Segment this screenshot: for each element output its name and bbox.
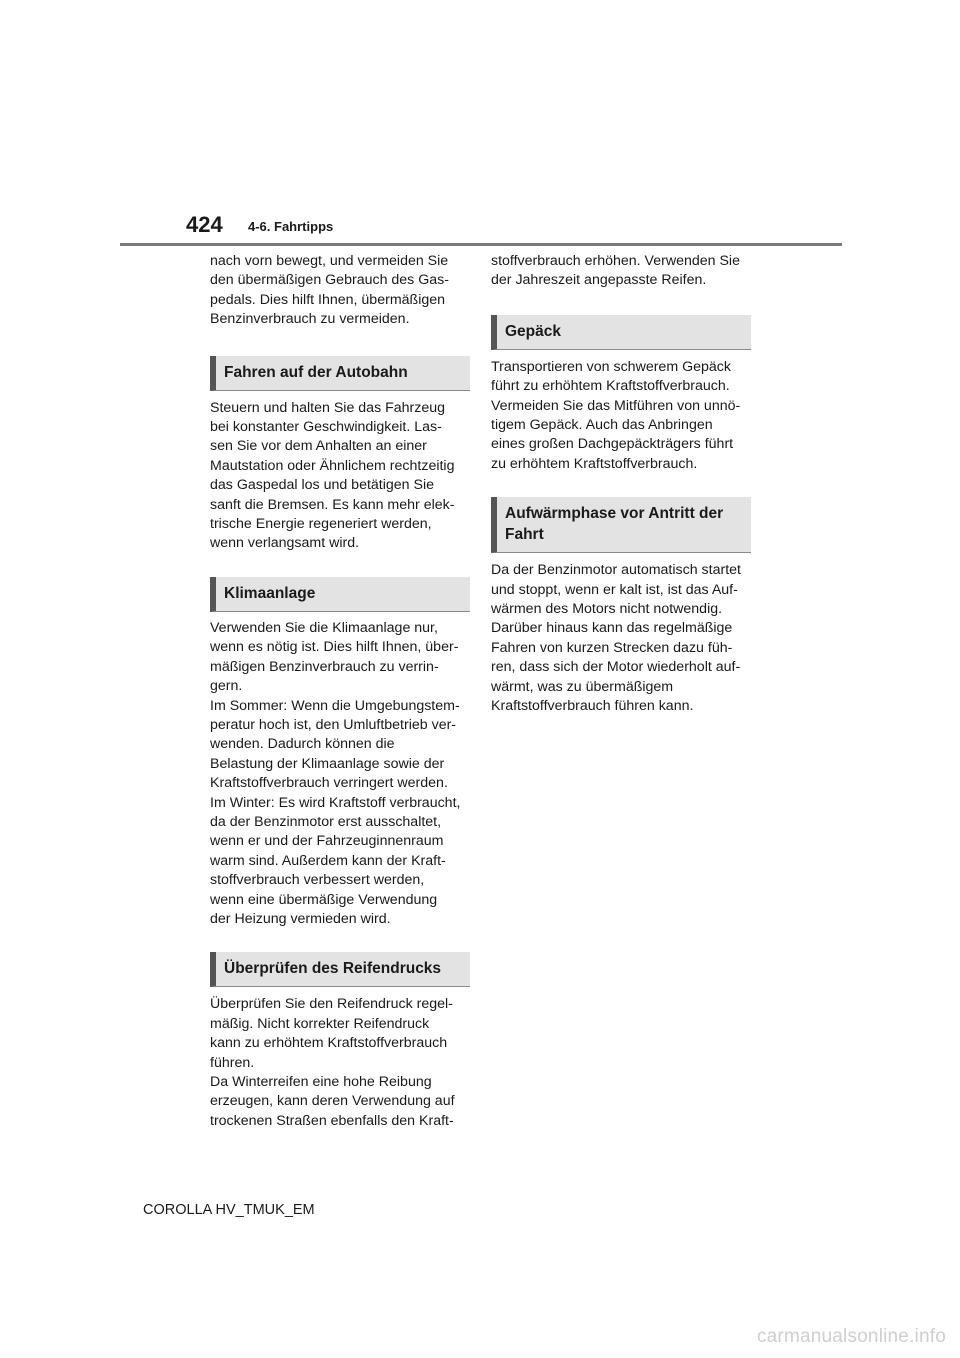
header-divider <box>120 243 842 246</box>
gepaeck-paragraph: Transportieren von schwerem Gepäck führt zu erhöhtem Kraftstoffverbrauch. Vermeiden Sie das Mitführen von unnö- tigem Gepäck. Auch das Anbringen eines großen Dachgepäckträgers führt zu erhöhtem Kraftstoffverbrauch. <box>491 358 741 472</box>
page-number: 424 <box>186 212 223 237</box>
klimaanlage-paragraph: Verwenden Sie die Klimaanlage nur, wenn es nötig ist. Dies hilft Ihnen, über- mäßigen Benzinverbrauch zu verrin- gern. Im Sommer: Wenn die Umgebungstem- peratur hoch ist, den Umluftbetrieb ver- wenden. Dadurch können die Belastung der Klimaanlage sowie der Kraftstoffverbrauch verringert werden. Im Winter: Es wird Kraftstoff verbraucht, da der Benzinmotor erst ausschaltet, wenn er und der Fahrzeuginnenraum warm sind. Außerdem kann der Kraft- stoffverbrauch verbessert werden, wenn eine übermäßige Verwendung der Heizung vermieden wird. <box>210 619 461 927</box>
aufwaermphase-paragraph: Da der Benzinmotor automatisch startet und stoppt, wenn er kalt ist, ist das Auf- wärmen des Motors nicht notwendig. Darüber hinaus kann das regelmäßige Fahren von kurzen Strecken dazu füh- ren, dass sich der Motor wiederholt auf- wärmt, was zu übermäßigem Kraftstoffverbrauch führen kann. <box>491 562 741 715</box>
heading-klimaanlage: Klimaanlage <box>210 577 470 612</box>
watermark-logo: carmanualsonline.info <box>756 1326 946 1347</box>
continued-paragraph: stoffverbrauch erhöhen. Verwenden Sie der Jahreszeit angepasste Reifen. <box>491 253 740 289</box>
autobahn-paragraph: Steuern und halten Sie das Fahrzeug bei konstanter Geschwindigkeit. Las- sen Sie vor dem Anhalten an einer Mautstation oder Ähnlichem rechtzeitig das Gaspedal los und betätigen Sie sanft die Bremsen. Es kann mehr elek- trische Energie regeneriert werden, wenn verlangsamt wird. <box>210 399 455 552</box>
reifendruck-paragraph: Überprüfen Sie den Reifendruck regel- mäßig. Nicht korrekter Reifendruck kann zu erhöhtem Kraftstoffverbrauch führen. Da Winterreifen eine hohe Reibung erzeugen, kann deren Verwendung auf trockenen Straßen ebenfalls den Kraft- <box>210 996 455 1129</box>
right-column <box>491 252 751 717</box>
left-column <box>210 252 470 1131</box>
heading-autobahn: Fahren auf der Autobahn <box>210 356 470 391</box>
heading-reifendruck: Überprüfen des Reifendrucks <box>210 952 470 987</box>
intro-paragraph: nach vorn bewegt, und vermeiden Sie den übermäßigen Gebrauch des Gas- pedals. Dies hilft Ihnen, übermäßigen Benzinverbrauch zu vermeiden. <box>210 253 449 328</box>
heading-gepaeck: Gepäck <box>491 315 751 350</box>
heading-aufwaermphase: Aufwärmphase vor Antritt der Fahrt <box>491 497 751 553</box>
footer-model-code: COROLLA HV_TMUK_EM <box>143 1202 315 1218</box>
section-title: 4-6. Fahrtipps <box>248 219 334 234</box>
